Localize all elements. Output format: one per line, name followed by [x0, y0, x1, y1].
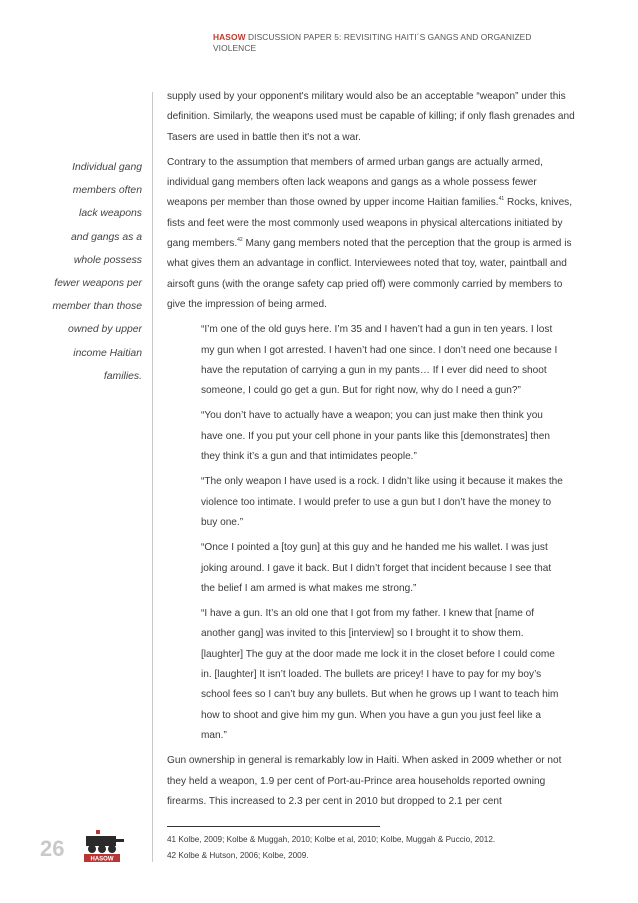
- header-brand: HASOW: [213, 32, 246, 42]
- header-title-line2: VIOLENCE: [213, 43, 257, 53]
- svg-text:HASOW: HASOW: [90, 856, 114, 863]
- interview-quote: “I have a gun. It’s an old one that I got from my father. I knew that [name of another gang] was invited to this [interview] so I brought it to show them. [laughter] The guy at the door made me lock it in the closet before I could come in. [laughter] It isn’t loaded. The bullets are pricey! I have to pay for my boy’s school fees so I can’t buy any bullets. But when he grows up I want to teach him how to shoot and give him my gun. When you have a gun you just feel like a man.”: [201, 608, 559, 741]
- column-divider: [152, 92, 153, 862]
- pull-quote-line: whole possess: [73, 254, 142, 266]
- pull-quote-line: member than those: [52, 301, 142, 313]
- pull-quote: [46, 156, 142, 388]
- body-text: [167, 87, 577, 817]
- paragraph: supply used by your opponent's military would also be an acceptable “weapon” under this definition. Similarly, the weapons used must be capable of killing; if only flash grenades and Tasers are used in battle then it's not a war.: [167, 91, 575, 143]
- paragraph: Gun ownership in general is remarkably low in Haiti. When asked in 2009 whether or not they held a weapon, 1.9 per cent of Port-au-Prince area households reported owning firearms. This increased to 2.3 per cent in 2010 but dropped to 2.1 per cent: [167, 755, 562, 807]
- pull-quote-line: income Haitian: [73, 347, 142, 359]
- footnote-ref[interactable]: 41: [498, 196, 505, 203]
- footnote-ref[interactable]: 42: [237, 237, 243, 244]
- interview-quote: “Once I pointed a [toy gun] at this guy and he handed me his wallet. I was just joking around. I gave it back. But I didn’t forget that incident because I see that the belief I am armed is what makes me strong.”: [201, 542, 552, 594]
- footnote: 42 Kolbe & Hutson, 2006; Kolbe, 2009.: [167, 850, 309, 860]
- header-title-line1: DISCUSSION PAPER 5: REVISITING HAITI´S GANGS AND ORGANIZED: [245, 32, 532, 42]
- running-header: [213, 32, 573, 54]
- paragraph-text: Contrary to the assumption that members of armed urban gangs are actually armed, individual gang members often lack weapons and gangs as a whole possess fewer weapons per member than those owned by upper income Haitian families.: [167, 156, 543, 209]
- pull-quote-line: families.: [103, 370, 142, 382]
- paragraph-text: Many gang members noted that the perception that the group is armed is what gives them an advantage in conflict. Interviewees noted that toy, water, paintball and airsoft guns (with the orange safety cap pried off) were commonly carried by members to give the impression of being armed.: [167, 238, 572, 310]
- footnote: 41 Kolbe, 2009; Kolbe & Muggah, 2010; Kolbe et al, 2010; Kolbe, Muggah & Puccio, 2012.: [167, 835, 496, 844]
- interview-quote: “The only weapon I have used is a rock. I didn’t like using it because it makes the violence too intimate. I would prefer to use a gun but I don’t have the money to buy one.”: [201, 476, 563, 528]
- footnote-divider: [167, 826, 380, 827]
- pull-quote-line: and gangs as a: [70, 231, 142, 243]
- page-number: 26: [40, 836, 65, 861]
- pull-quote-line: lack weapons: [79, 208, 142, 220]
- footnotes: [167, 832, 587, 863]
- paragraph-text: Rocks, knives, fists and feet were the most commonly used weapons in physical altercations initiated by gang members.: [167, 197, 573, 250]
- pull-quote-line: owned by upper: [68, 324, 142, 336]
- pull-quote-line: fewer weapons per: [54, 278, 142, 290]
- interview-quote: “You don’t have to actually have a weapon; you can just make then think you have one. If you put your cell phone in your pants like this [demonstrates] then they think it’s a gun and that intimidates people.”: [201, 410, 551, 463]
- paragraph: [167, 153, 577, 315]
- hasow-logo: [80, 826, 130, 866]
- pull-quote-line: Individual gang: [72, 162, 142, 173]
- interview-quote: “I’m one of the old guys here. I’m 35 and I haven’t had a gun in ten years. I lost my gun when I got arrested. I haven’t had one since. I don’t need one because I have the reputation of carrying a gun in my pants… If I ever did need to shoot someone, I could go get a gun. But for right now, why do I need a gun?”: [201, 324, 558, 397]
- pull-quote-line: members often: [72, 185, 142, 197]
